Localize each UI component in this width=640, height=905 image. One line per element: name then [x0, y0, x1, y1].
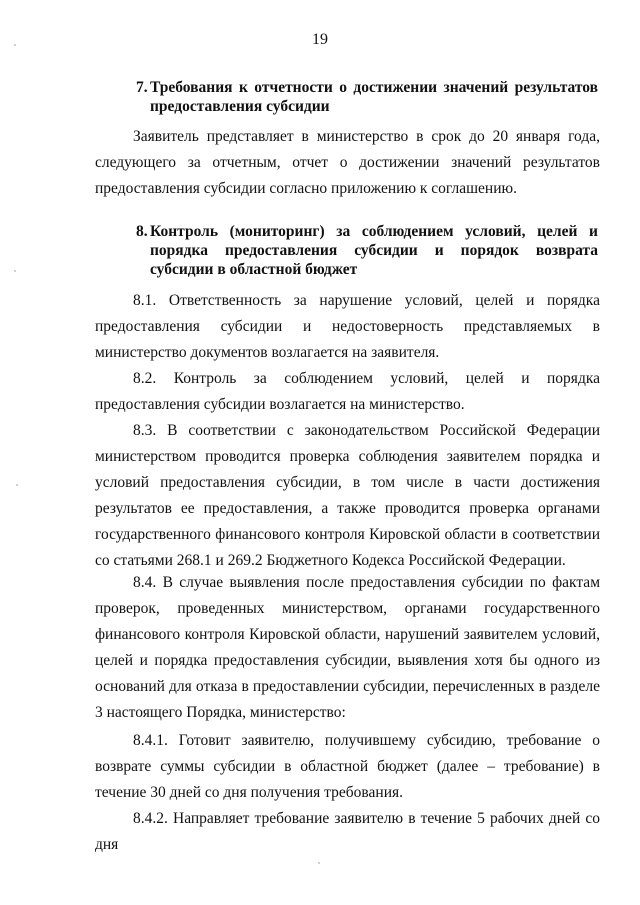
scan-speck [318, 862, 320, 864]
section-8-number: 8. [136, 223, 148, 240]
section-7-number: 7. [136, 79, 148, 96]
paragraph-8-3: 8.3. В соответствии с законодательством Российской Федерации министерством проводится проверка соблюдения заявителем порядка и условий предоставления субсидии, в том числе в части достижения результатов ее предоставления, а также проводится проверка органами государственного финансового контроля Кировской области в соответствии со статьями 268.1 и 269.2 Бюджетного Кодекса Российской Федерации. [95, 422, 600, 569]
section-8-heading [136, 222, 598, 279]
section-8-title: Контроль (мониторинг) за соблюдением условий, целей и порядка предоставления субсидии и порядок возврата субсидии в областной бюджет [150, 223, 598, 278]
section-7-paragraph: Заявитель представляет в министерство в срок до 20 января года, следующего за отчетным, отчет о достижении значений результатов предоставления субсидии согласно приложению к соглашению. [95, 128, 600, 197]
page-number: 19 [312, 31, 328, 48]
paragraph-8-4: 8.4. В случае выявления после предоставления субсидии по фактам проверок, проведенных министерством, органами государственного финансового контроля Кировской области, нарушений заявителем условий, целей и порядка предоставления субсидии, выявления хотя бы одного из оснований для отказа в предоставлении субсидии, перечисленных в разделе 3 настоящего Порядка, министерство: [95, 574, 600, 721]
scan-speck [14, 270, 16, 272]
paragraph-8-4-1: 8.4.1. Готовит заявителю, получившему субсидию, требование о возврате суммы субсидии в областной бюджет (далее – требование) в течение 30 дней со дня получения требования. [95, 732, 600, 801]
paragraph-8-4-2: 8.4.2. Направляет требование заявителю в течение 5 рабочих дней со дня [95, 810, 600, 853]
paragraph-8-2: 8.2. Контроль за соблюдением условий, целей и порядка предоставления субсидии возлагается на министерство. [95, 370, 600, 413]
scan-speck [14, 44, 16, 46]
section-7-heading [136, 78, 598, 116]
section-7-title: Требования к отчетности о достижении значений результатов предоставления субсидии [150, 79, 598, 115]
paragraph-8-1: 8.1. Ответственность за нарушение условий, целей и порядка предоставления субсидии и недостоверность представляемых в министерство документов возлагается на заявителя. [95, 292, 600, 361]
scan-speck [16, 484, 18, 486]
